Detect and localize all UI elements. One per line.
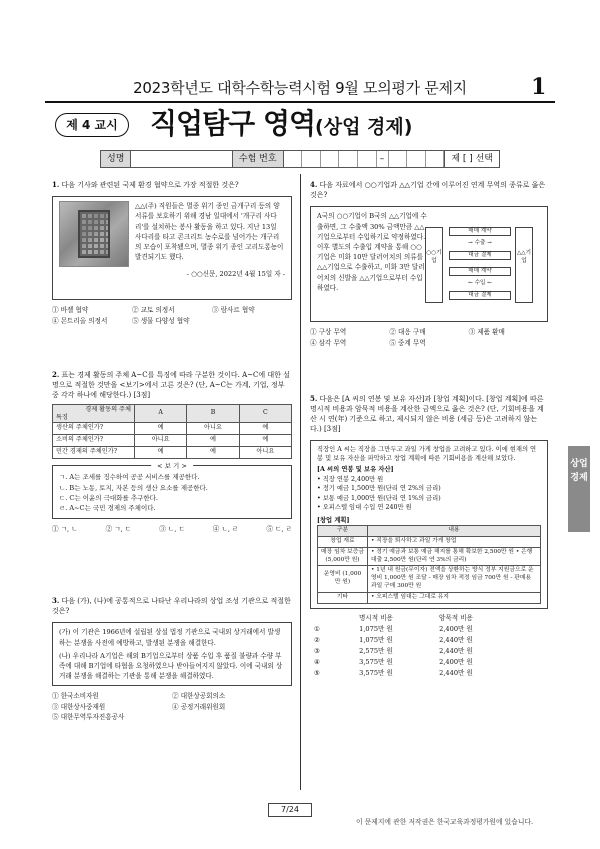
table-corner-top: 경제 활동의 주체 [85,406,131,414]
answer-row[interactable] [314,668,548,679]
question-4-box [310,206,548,322]
exam-number-dash: – [377,151,389,167]
answer-explicit: 1,075만 원 [359,624,393,633]
startup-plan-table [317,525,541,604]
option-2[interactable]: ② 대응 구매 [389,328,426,337]
bogi-box [52,462,292,519]
bogi-tag: < 보 기 > [151,461,193,471]
answer-row[interactable] [314,657,548,668]
subject-side-tab [568,446,590,532]
footer-page: 7 [281,805,287,814]
answer-num: ⑤ [314,668,320,677]
lane-export: → 수출 → [468,240,492,247]
plan-key: 창업 재료 [318,536,368,547]
answer-num: ① [314,624,320,633]
option-5[interactable]: ⑤ 대한무역투자진흥공사 [52,713,125,722]
row-label: 소비의 주체인가? [53,435,135,447]
plan-value: • 오피스텔 임대는 그대로 유지 [368,592,541,603]
answer-explicit: 2,575만 원 [359,646,393,655]
question-3-stem [52,596,292,616]
answer-num: ② [314,635,320,644]
question-2 [52,370,292,534]
answer-num: ④ [314,657,320,666]
table-row [318,547,541,566]
question-5-number: 5. [310,394,318,403]
answer-row[interactable] [314,624,548,635]
exam-title: 2023학년도 대학수학능력시험 9월 모의평가 문제지 [133,79,467,97]
plan-value: • 정기 예금과 보통 예금 해지를 통해 확보한 2,500만 원 • 은행 대출 2,500만 원(단리 연 3%의 금리) [368,547,541,566]
answer-explicit: 3,575만 원 [359,657,393,666]
option-1[interactable]: ① 구상 무역 [310,328,347,337]
option-4[interactable]: ④ 삼각 무역 [310,338,347,347]
question-1-stem [52,180,292,190]
page-footer: 7/24 [268,803,312,817]
ladder-mesh [78,210,110,258]
option-4[interactable]: ④ 공정거래위원회 [172,702,226,711]
table-row [318,566,541,592]
option-1[interactable]: ① ㄱ, ㄴ [52,524,78,533]
answer-head-implicit: 암묵적 비용 [439,613,473,622]
question-2-text: 표는 경제 활동의 주체 A~C를 특징에 따라 구분한 것이다. A~C에 대한 설명으로 적절한 것만을 <보기>에서 고른 것은? (단, A~C는 가계, 기업, 정부 중 각각 하나에 해당한다.) [3점] [52,371,290,400]
option-2[interactable]: ② 대한상공회의소 [172,692,226,701]
answer-num: ③ [314,646,320,655]
option-5[interactable]: ⑤ 중계 무역 [389,338,426,347]
option-4[interactable]: ④ 몬트리올 의정서 [52,316,108,325]
plan-key: 운영비 (1,000만 원) [318,566,368,592]
lane-import-label: 수입 [474,280,486,287]
candidate-info-bar [100,150,500,168]
row-label: 생산의 주체인가? [53,423,135,435]
plan-key: 매장 임차 보증금 (5,000만 원) [318,547,368,566]
question-2-options [52,525,292,535]
table-cell: 예 [135,423,187,435]
table-row [318,536,541,547]
lane-contract-1: 매매 계약 [449,227,511,236]
answer-implicit: 2,400만 원 [439,624,473,633]
plan-key: 기타 [318,592,368,603]
question-4-number: 4. [310,180,318,189]
q5-intro: 직장인 A 씨는 직장을 그만두고 과일 가게 창업을 고려하고 있다. 이에 현재의 연봉 및 보유 자산을 파악하고 창업 계획에 따른 기회비용을 계산해 보았다. [317,445,537,462]
passage-na: (나) 우리나라 A기업은 해외 B기업으로부터 상품 수입 후 품질 불량과 수량 부족에 대해 B기업에 타협을 요청하였으나 받아들여지지 않았다. 이에 국내외 상거래 분쟁을 해결하는 기관을 통해 분쟁을 해결하였다. [59,651,283,681]
question-3 [52,596,292,723]
option-4[interactable]: ④ ㄴ, ㄹ [212,524,239,533]
exam-number-cell [426,151,445,167]
bogi-item: ㄹ. A~C는 국민 경제의 주체이다. [59,504,156,513]
table-cell: 예 [135,447,187,459]
question-1-number: 1. [52,180,60,189]
answer-row[interactable] [314,646,548,657]
question-5-text: 다음은 [A 씨의 연봉 및 보유 자산]과 [창업 계획]이다. [창업 계획]에 따른 명시적 비용과 암묵적 비용을 계산한 금액으로 옳은 것은? (단, 기회비용을 계산 시 연(年) 기준으로 하고, 제시되지 않은 비용 (세금 등)은 고려하지 않는다.) [3점] [310,395,544,434]
table-cell: 예 [187,435,239,447]
option-5[interactable]: ⑤ 생물 다양성 협약 [132,316,190,325]
answer-explicit: 1,075만 원 [359,635,393,644]
table-row [53,435,292,447]
answer-head-explicit: 명시적 비용 [359,613,393,622]
answer-implicit: 2,440만 원 [439,668,473,677]
lane-payment-2: 대금 결제 [449,291,511,300]
footer-total: 24 [288,805,299,814]
question-5-stem [310,394,548,435]
option-5[interactable]: ⑤ ㄷ, ㄹ [266,524,292,533]
col-c: C [239,405,291,423]
question-4-text: 다음 자료에서 ○○기업과 △△기업 간에 이루어진 연계 무역의 종류로 옳은 것은? [310,181,546,200]
table-corner-bottom: 특징 [56,413,68,421]
plan-head-category: 구분 [318,526,368,537]
asset-item: • 보통 예금 1,000만 원(단리 연 1%의 금리) [317,494,441,502]
table-row [53,447,292,459]
lane-payment-1: 대금 결제 [449,251,511,260]
exam-number-cell [358,151,377,167]
company-oo: ○○기업 [425,227,443,303]
exam-number-cell [389,151,408,167]
row-label: 민간 경제의 주체인가? [53,447,135,459]
answer-row[interactable] [314,635,548,646]
table-cell: 아니요 [187,423,239,435]
name-field[interactable] [131,151,233,167]
table-cell: 아니요 [239,447,291,459]
period-badge: 제 4 교시 [55,113,129,137]
side-tab-label: 상업 경제 [570,459,588,483]
question-1 [52,180,292,326]
answer-head [314,613,548,624]
lane-export-label: 수출 [474,240,486,247]
name-label: 성명 [101,151,131,167]
exam-number-cell [407,151,426,167]
option-2[interactable]: ② 교토 의정서 [132,306,175,315]
question-4-options [310,328,548,348]
answer-explicit: 3,575만 원 [359,668,393,677]
question-1-article [52,196,292,300]
company-tri: △△기업 [515,227,533,303]
table-cell: 예 [239,435,291,447]
lane-import: ← 수입 ← [468,280,492,287]
question-5-box [310,440,548,609]
lane-contract-2: 매매 계약 [449,267,511,276]
table-row [318,592,541,603]
plan-value: • 직장을 퇴사하고 과일 가게 창업 [368,536,541,547]
col-b: B [187,405,239,423]
question-2-number: 2. [52,370,60,379]
question-5 [310,394,548,679]
copyright-notice: 이 문제지에 관한 저작권은 한국교육과정평가원에 있습니다. [356,818,534,826]
plan-title: [창업 계획] [317,516,350,524]
subject-sub: (상업 경제) [315,116,413,138]
option-1[interactable]: ① 바젤 협약 [52,306,89,315]
passage-ga: (가) 이 기관은 1966년에 설립된 상설 법정 기관으로 국내외 상거래에서 발생하는 분쟁을 사전에 예방하고, 발생된 분쟁을 해결한다. [59,628,281,647]
option-1[interactable]: ① 한국소비자원 [52,692,99,701]
question-1-text: 다음 기사와 관련된 국제 환경 협약으로 가장 적절한 것은? [61,181,239,189]
answer-implicit: 2,440만 원 [439,646,473,655]
table-cell: 아니요 [135,435,187,447]
asset-item: • 오피스텔 임대 수입 연 240만 원 [317,504,412,512]
plan-value: • 1년 내 원금(무이자) 전액을 상환하는 방식 정부 지원금으로 운영비 1,000만 원 조달 - 매장 임차 적정 임금 700만 원 - 판매용 과일 구매 300만 원 [368,566,541,592]
table-cell: 예 [239,423,291,435]
option-3[interactable]: ③ 대한상사중재원 [52,702,106,711]
answer-implicit: 2,440만 원 [439,635,473,644]
header-rule [45,101,555,103]
question-3-options [52,692,292,723]
choice-label: 제 [ ] 선택 [451,154,493,164]
article-source: - ○○신문, 2022년 4월 15일 자 - [186,270,285,279]
exam-number-cell [339,151,358,167]
option-3[interactable]: ③ ㄴ, ㄷ [159,524,185,533]
exam-number-label: 수험 번호 [233,151,284,167]
subject-main: 직업탐구 영역 [150,107,316,140]
plan-head-content: 내용 [368,526,541,537]
trade-description: A국의 ○○기업이 B국의 △△기업에 수출하면, 그 수출액 30% 금액만큼 △△기업으로부터 수입하기로 약정하였다. 이후 별도의 수출입 계약을 통해 ○○기업은 미화 10만 달러어치의 의류를 △△기업으로 수출하고, 미화 3만 달러어치의 신발을 △△기업으로부터 수입하였다. [317,212,427,292]
question-4-stem [310,180,548,200]
option-3[interactable]: ③ 제품 환매 [468,328,505,337]
trade-flow-diagram [425,213,535,313]
economic-agents-table [52,404,292,459]
column-divider [300,174,301,790]
question-3-number: 3. [52,596,60,605]
question-1-options [52,306,292,326]
assets-title: [A 씨의 연봉 및 보유 자산] [317,466,394,474]
bogi-item: ㄴ. B는 노동, 토지, 자본 등의 생산 요소를 제공한다. [59,483,208,492]
asset-item: • 직장 연봉 2,400만 원 [317,475,384,483]
question-4 [310,180,548,348]
bogi-item: ㄱ. A는 조세를 징수하여 공공 서비스를 제공한다. [59,473,200,482]
answer-implicit: 2,400만 원 [439,657,473,666]
col-a: A [135,405,187,423]
exam-number-cell [284,151,303,167]
option-2[interactable]: ② ㄱ, ㄷ [105,524,132,533]
bogi-item: ㄷ. C는 이윤의 극대화를 추구한다. [59,494,158,503]
asset-item: • 정기 예금 1,500만 원(단리 연 2%의 금리) [317,485,441,493]
article-text: △△(주) 직원들은 멸종 위기 종인 금개구리 등의 양서류를 보호하기 위해 경남 일대에서 '개구리 사다리'를 설치하는 봉사 활동을 하고 있다. 지난 13일 사다리를 타고 콘크리트 농수로를 넘어가는 개구리의 모습이 포착됐으며, 멸종 위기 종인 고리도롱뇽이 발견되기도 했다. [135,202,284,262]
option-3[interactable]: ③ 람사르 협약 [212,306,255,315]
exam-number-cell [321,151,340,167]
table-corner [53,405,135,423]
exam-number-cell [302,151,321,167]
exam-number-field[interactable] [284,151,446,167]
question-3-text: 다음 (가), (나)에 공통적으로 나타난 우리나라의 상업 조성 기관으로 적절한 것은? [52,597,291,616]
page-number: 1 [531,74,547,100]
question-3-passage [52,622,292,686]
answer-choices [314,613,548,679]
table-cell: 예 [187,447,239,459]
ladder-photo [59,201,129,267]
subject-title [150,104,412,145]
table-row [53,423,292,435]
question-2-stem [52,370,292,400]
